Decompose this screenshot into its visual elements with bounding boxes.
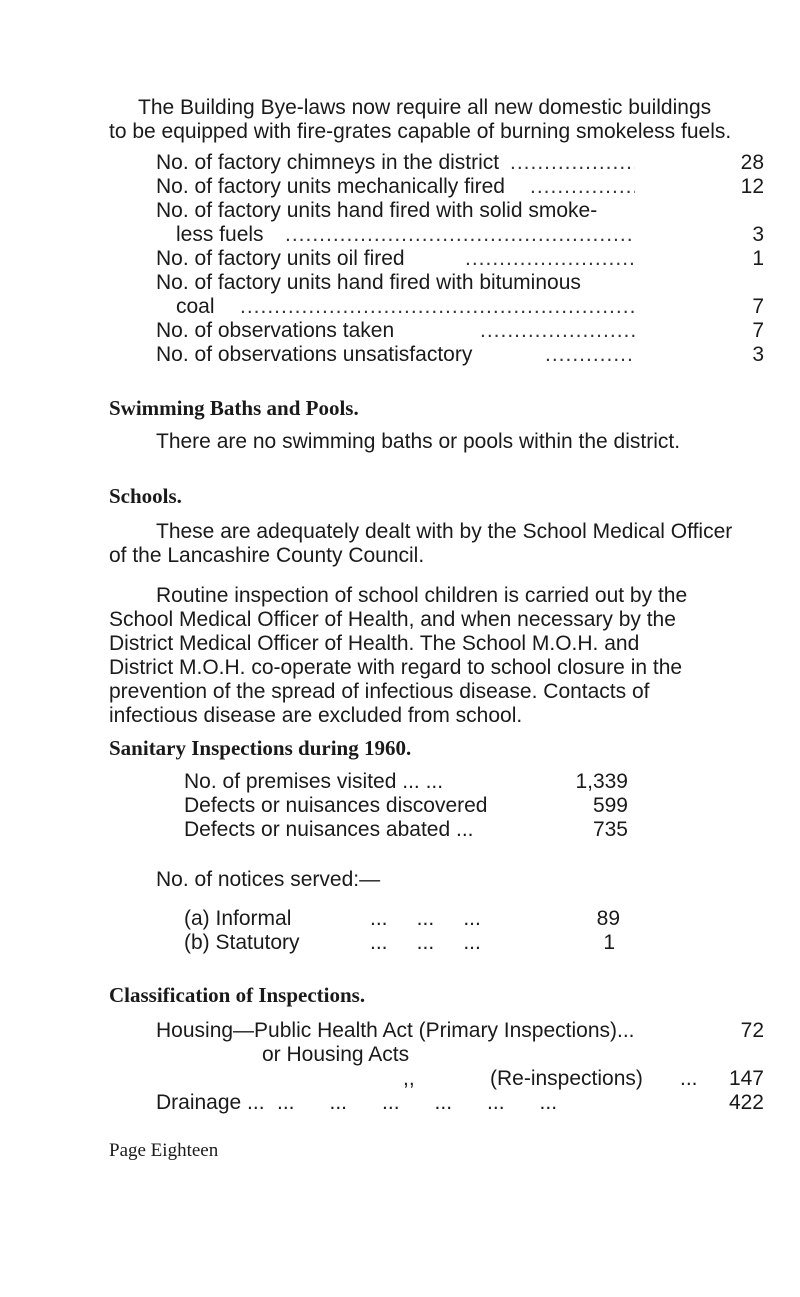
factory-stat-value: 28 <box>740 151 764 174</box>
schools-p2-line: Routine inspection of school children is carried out by the <box>156 584 688 607</box>
sanitary-row-label: Defects or nuisances discovered <box>184 794 488 817</box>
housing-value-1: 72 <box>740 1019 764 1042</box>
reinspect-value: 147 <box>728 1067 764 1090</box>
intro-line-2: to be equipped with fire-grates capable of burning smokeless fuels. <box>109 120 732 143</box>
factory-stat-label: No. of factory units mechanically fired <box>156 175 505 198</box>
drainage-dots: ... ... ... ... ... ... <box>277 1091 558 1114</box>
factory-stat-label-cont: less fuels <box>176 223 264 246</box>
notice-label: (b) Statutory <box>184 931 300 954</box>
swimming-text: There are no swimming baths or pools within the district. <box>156 430 681 453</box>
factory-stat-value: 7 <box>752 295 764 318</box>
housing-line-1: Housing—Public Health Act (Primary Inspections)... <box>156 1019 635 1042</box>
factory-stat-label: No. of observations unsatisfactory <box>156 343 473 366</box>
page-footer: Page Eighteen <box>109 1140 219 1161</box>
factory-stat-value: 7 <box>752 319 764 342</box>
factory-stat-value: 1 <box>752 247 764 270</box>
reinspect-label: (Re-inspections) <box>490 1067 643 1090</box>
schools-p2-line: infectious disease are excluded from school. <box>109 704 523 727</box>
notices-label: No. of notices served:— <box>156 868 381 891</box>
reinspect-mark: ,, <box>403 1067 415 1090</box>
schools-paragraph-1 <box>109 520 764 568</box>
schools-p1-line: of the Lancashire County Council. <box>109 544 425 567</box>
intro-line-1: The Building Bye-laws now require all new domestic buildings <box>138 96 712 119</box>
schools-heading: Schools. <box>109 484 182 508</box>
schools-p2-line: District M.O.H. co-operate with regard to school closure in the <box>109 656 683 679</box>
schools-paragraph-2 <box>109 584 764 728</box>
factory-stat-label-cont: coal <box>176 295 215 318</box>
notice-value: 1 <box>603 931 615 954</box>
sanitary-row-label: Defects or nuisances abated ... <box>184 818 474 841</box>
schools-p2-line: District Medical Officer of Health. The School M.O.H. and <box>109 632 640 655</box>
sanitary-row-value: 599 <box>592 794 628 817</box>
sanitary-row-value: 735 <box>592 818 628 841</box>
factory-stat-label: No. of factory units hand fired with solid smoke- <box>156 199 598 222</box>
sanitary-row-label: No. of premises visited ... ... <box>184 770 444 793</box>
notice-dots: ... ... ... <box>370 931 481 954</box>
factory-stat-label: No. of factory chimneys in the district <box>156 151 500 174</box>
schools-p1-line: These are adequately dealt with by the School Medical Officer <box>156 520 733 543</box>
sanitary-row-value: 1,339 <box>575 770 628 793</box>
factory-stat-value: 3 <box>752 223 764 246</box>
housing-line-2: or Housing Acts <box>262 1043 410 1066</box>
notice-dots: ... ... ... <box>370 907 481 930</box>
factory-stat-label: No. of factory units hand fired with bituminous <box>156 271 581 294</box>
drainage-label: Drainage ... <box>156 1091 265 1114</box>
notice-label: (a) Informal <box>184 907 292 930</box>
classification-heading: Classification of Inspections. <box>109 983 366 1007</box>
schools-p2-line: School Medical Officer of Health, and when necessary by the <box>109 608 676 631</box>
reinspect-dots: ... <box>680 1067 698 1090</box>
factory-stat-label: No. of factory units oil fired <box>156 247 405 270</box>
notice-value: 89 <box>596 907 620 930</box>
schools-p2-line: prevention of the spread of infectious disease. Contacts of <box>109 680 650 703</box>
drainage-value: 422 <box>728 1091 764 1114</box>
factory-stat-label: No. of observations taken <box>156 319 395 342</box>
sanitary-heading: Sanitary Inspections during 1960. <box>109 736 412 760</box>
swimming-heading: Swimming Baths and Pools. <box>109 396 359 420</box>
factory-stat-value: 3 <box>752 343 764 366</box>
factory-stat-value: 12 <box>740 175 764 198</box>
